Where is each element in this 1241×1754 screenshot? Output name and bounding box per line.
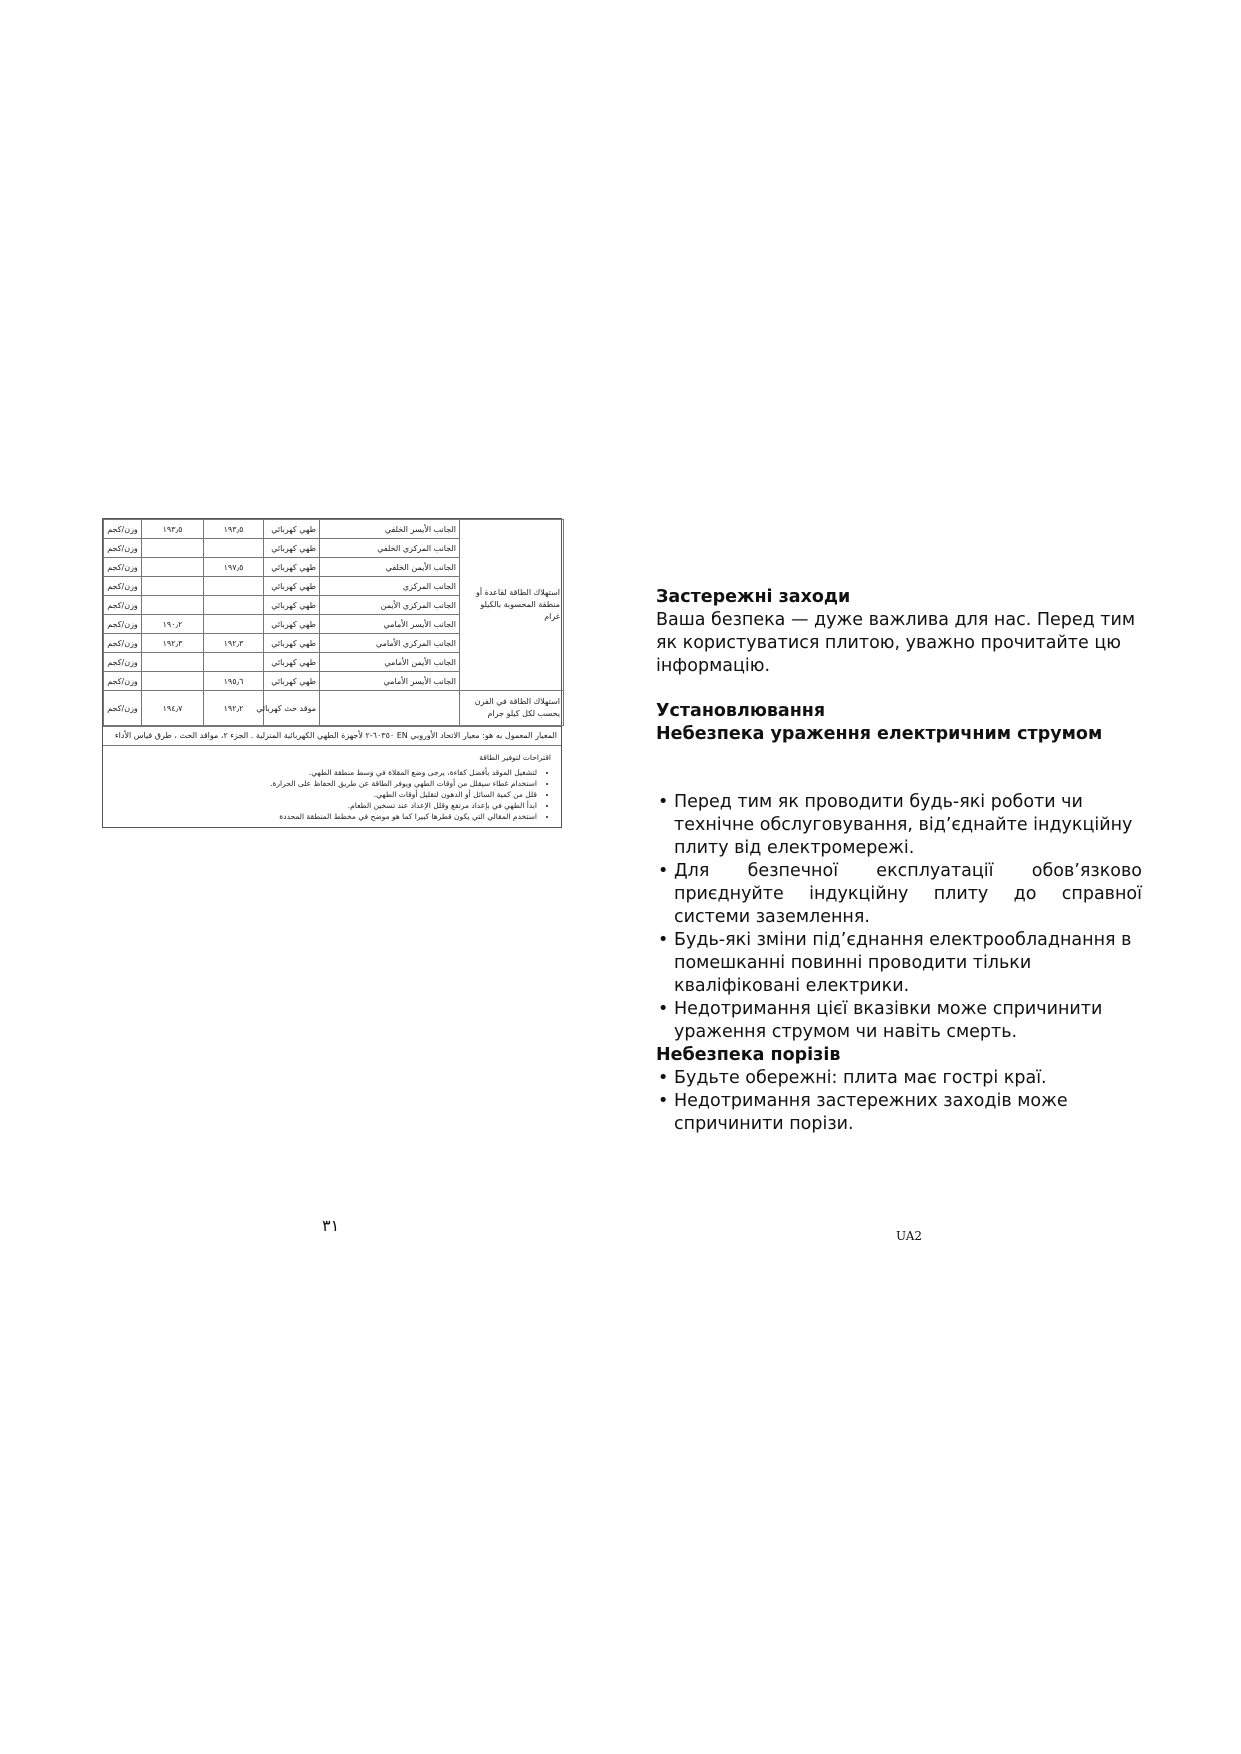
value-cell (142, 672, 204, 691)
value-cell (204, 615, 264, 634)
value-cell (204, 577, 264, 596)
unit-cell: وزن/كجم (104, 653, 142, 672)
tips-list (107, 767, 551, 822)
safety-section (656, 586, 1142, 1136)
tip-item: • ابدأ الطهي في بإعداد مرتفع وقلل الإعداد عند تسخين الطعام. (107, 800, 537, 811)
page-number-left: ٣١ (322, 1216, 340, 1235)
value-cell: ١٩٢٫٣ (204, 634, 264, 653)
oven-label-cell: استهلاك الطاقة في الفرن يحسب لكل كيلو جرام (460, 691, 564, 726)
unit-cell: وزن/كجم (104, 691, 142, 726)
type-cell: طهي كهربائي (264, 653, 320, 672)
list-item: • Недотримання застережних заходів може спричинити порізи. (656, 1090, 1142, 1136)
value-cell (204, 539, 264, 558)
list-item: • Недотримання цієї вказівки може спричинити ураження струмом чи навіть смерть. (656, 998, 1142, 1044)
group-label-cell: استهلاك الطاقة لقاعدة أو منطقة المحسوبة بالكيلو غرام (460, 520, 564, 691)
energy-consumption-table (102, 518, 562, 828)
value-cell: ١٩٢٫٣ (142, 634, 204, 653)
value-cell (204, 596, 264, 615)
oven-row (104, 691, 564, 726)
shock-list (656, 791, 1142, 1044)
tip-item: • استخدام غطاء سيقلل من أوقات الطهي ويوفر الطاقة عن طريق الحفاظ على الحرارة. (107, 778, 537, 789)
type-cell: طهي كهربائي (264, 558, 320, 577)
empty-cell (320, 691, 460, 726)
value-cell: ١٩٣٫٥ (204, 520, 264, 539)
tips-title: اقتراحات لتوفير الطاقة (479, 753, 551, 762)
zone-cell: الجانب الأيسر الأمامي (320, 672, 460, 691)
cut-title: Небезпека порізів (656, 1045, 841, 1065)
type-cell: طهي كهربائي (264, 596, 320, 615)
zone-cell: الجانب الأيسر الخلفي (320, 520, 460, 539)
value-cell: ١٩٣٫٥ (142, 520, 204, 539)
value-cell: ١٩٠٫٢ (142, 615, 204, 634)
unit-cell: وزن/كجم (104, 596, 142, 615)
installation-title: Установлювання (656, 701, 826, 721)
type-cell: طهي كهربائي (264, 539, 320, 558)
intro-paragraph: Ваша безпека — дуже важлива для нас. Перед тим як користуватися плитою, уважно прочитайте цю інформацію. (656, 610, 1136, 676)
value-cell (142, 596, 204, 615)
value-cell (204, 653, 264, 672)
unit-cell: وزن/كجم (104, 615, 142, 634)
zone-cell: الجانب المركزي الأيمن (320, 596, 460, 615)
tip-item: • قلل من كمية السائل أو الدهون لتقليل أوقات الطهي. (107, 789, 537, 800)
shock-title: Небезпека ураження електричним струмом (656, 724, 1103, 744)
energy-table-grid (103, 519, 564, 726)
page-number-right: UA2 (896, 1229, 923, 1243)
unit-cell: وزن/كجم (104, 577, 142, 596)
type-cell: موقد حث كهربائي (264, 691, 320, 726)
unit-cell: وزن/كجم (104, 634, 142, 653)
zone-cell: الجانب المركزي (320, 577, 460, 596)
unit-cell: وزن/كجم (104, 672, 142, 691)
cut-list (656, 1067, 1142, 1136)
zone-cell: الجانب المركزي الأمامي (320, 634, 460, 653)
value-cell: ١٩٥٫٦ (204, 672, 264, 691)
list-item: • Будьте обережні: плита має гострі краї. (656, 1067, 1142, 1090)
value-cell (142, 577, 204, 596)
value-cell (142, 653, 204, 672)
section-title: Застережні заходи (656, 587, 851, 607)
zone-cell: الجانب الأيمن الأمامي (320, 653, 460, 672)
list-item: • Для безпечної експлуатації обов’язково приєднуйте індукційну плиту до справної системи заземлення. (656, 860, 1142, 929)
type-cell: طهي كهربائي (264, 672, 320, 691)
unit-cell: وزن/كجم (104, 520, 142, 539)
unit-cell: وزن/كجم (104, 558, 142, 577)
value-cell (142, 539, 204, 558)
standard-note: المعيار المعمول به هو: معيار الاتحاد الأوروبي EN ٦٠٣٥٠-٢ لأجهزة الطهي الكهربائية المنزلية . الجزء ٢، مواقد الحث ، طرق قياس الأداء (103, 726, 561, 745)
tip-item: • استخدم المقالي التي يكون قطرها كبيرا كما هو موضح في مخطط المنطقة المحددة (107, 811, 537, 822)
type-cell: طهي كهربائي (264, 577, 320, 596)
value-cell (142, 558, 204, 577)
type-cell: طهي كهربائي (264, 615, 320, 634)
energy-tips (103, 745, 561, 826)
value-cell: ١٩٢٫٢ (204, 691, 264, 726)
type-cell: طهي كهربائي (264, 634, 320, 653)
unit-cell: وزن/كجم (104, 539, 142, 558)
value-cell: ١٩٧٫٥ (204, 558, 264, 577)
zone-cell: الجانب المركزي الخلفي (320, 539, 460, 558)
type-cell: طهي كهربائي (264, 520, 320, 539)
zone-cell: الجانب الأيمن الخلفي (320, 558, 460, 577)
value-cell: ١٩٤٫٧ (142, 691, 204, 726)
table-row (104, 520, 564, 539)
list-item: • Будь-які зміни під’єднання електрообладнання в помешканні повинні проводити тільки кваліфіковані електрики. (656, 929, 1142, 998)
tip-item: • لتشغيل الموقد بأفضل كفاءة، يرجى وضع المقلاة في وسط منطقة الطهي. (107, 767, 537, 778)
zone-cell: الجانب الأيسر الأمامي (320, 615, 460, 634)
list-item: • Перед тим як проводити будь-які роботи чи технічне обслуговування, від’єднайте індукційну плиту від електромережі. (656, 791, 1142, 860)
